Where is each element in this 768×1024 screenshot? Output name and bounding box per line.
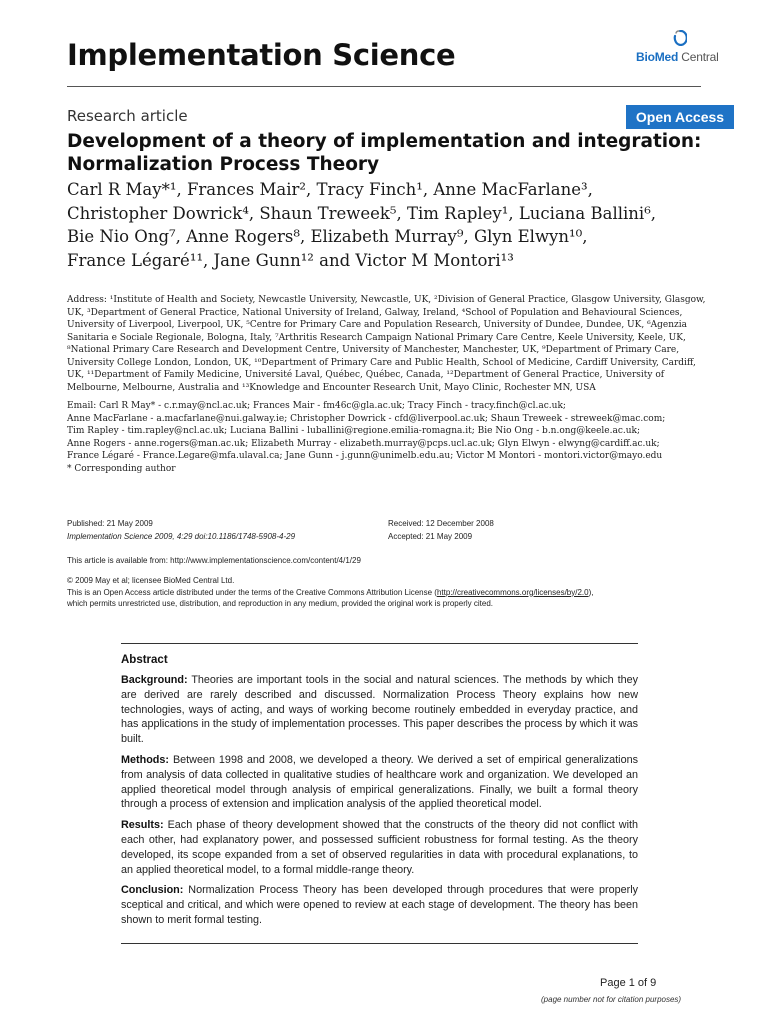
citation: Implementation Science 2009, 4:29 doi:10.1186/1748-5908-4-29 bbox=[67, 532, 296, 541]
biomed-swirl-icon bbox=[673, 30, 687, 46]
author-line: France Légaré¹¹, Jane Gunn¹² and Victor M Montori¹³ bbox=[67, 250, 514, 270]
abstract-results: Results: Each phase of theory development showed that the constructs of the theory did not conflict with each other, had explanatory power, and possessed sufficient robustness for formal testing. As the theory developed, its scope expanded from a set of observed regularities in data with procedural explanations, to an applied theoretical model, to a formal middle-range theory. bbox=[121, 819, 638, 876]
email-line: France Légaré - France.Legare@mfa.ulaval.ca; Jane Gunn - j.gunn@unimelb.edu.au; Victor M Montori - montori.victor@mayo.edu bbox=[67, 451, 663, 461]
open-access-badge: Open Access bbox=[626, 105, 734, 129]
article-type: Research article bbox=[67, 107, 188, 125]
author-line: Bie Nio Ong⁷, Anne Rogers⁸, Elizabeth Murray⁹, Glyn Elwyn¹⁰, bbox=[67, 227, 588, 246]
abstract-methods: Methods: Between 1998 and 2008, we developed a theory. We derived a set of empirical generalizations from analysis of data collected in qualitative studies of healthcare work and organization. We developed an applied theoretical model through analysis of empirical generalizations. Finally, we built a formal theory through a process of extension and implication analysis of the applied theoretical model. bbox=[121, 753, 638, 811]
license-line: This is an Open Access article distributed under the terms of the Creative Commons Attribution License (http://creativecommons.org/licenses/by/2.0), bbox=[67, 587, 594, 597]
page-number-note: (page number not for citation purposes) bbox=[541, 995, 682, 1004]
logo-text: BioMed Central bbox=[636, 50, 719, 64]
abstract-box bbox=[121, 643, 638, 944]
license-line-2: which permits unrestricted use, distribution, and reproduction in any medium, provided the original work is properly cited. bbox=[67, 599, 493, 608]
abstract-body bbox=[121, 673, 638, 934]
email-line: Anne Rogers - anne.rogers@man.ac.uk; Elizabeth Murray - elizabeth.murray@pcps.ucl.ac.uk; Glyn Elwyn - elwyng@cardiff.ac.uk; bbox=[67, 438, 660, 449]
received-date: Received: 12 December 2008 bbox=[388, 519, 494, 528]
copyright-block bbox=[67, 575, 707, 610]
abstract-conclusion: Conclusion: Normalization Process Theory has been developed through procedures that were properly sceptical and critical, and which were opened to review at each stage of development. The theory has been shown to merit formal testing. bbox=[121, 884, 638, 926]
header-divider bbox=[67, 86, 701, 87]
affiliations: Address: ¹Institute of Health and Society, Newcastle University, Newcastle, UK, ²Division of General Practice, Glasgow University, Glasgow, UK, ³Department of General Practice, National University of Ireland, Galway, Ireland, ⁴School of Population and Behavioural Sciences, University of Liverpool, Liverpool, UK, ⁵Centre for Primary Care and Population Research, University of Dundee, Dundee, UK, ⁶Agenzia Sanitaria e Sociale Regionale, Bologna, Italy, ⁷Arthritis Research Campaign National Primary Care Centre, Keele University, Keele, UK, ⁸National Primary Care Research and Development Centre, University of Manchester, Manchester, UK, ⁹Department of Primary Care, University College London, London, UK, ¹⁰Department of Primary Care and Public Health, School of Medicine, Cardiff University, Cardiff, UK, ¹¹Department of Family Medicine, Université Laval, Québec, Québec, Canada, ¹²Department of General Practice, University of Melbourne, Melbourne, Australia and ¹³Knowledge and Encounter Research Unit, Mayo Clinic, Rochester MN, USA bbox=[67, 295, 706, 393]
corresponding-author-note: * Corresponding author bbox=[67, 463, 176, 474]
copyright-line: © 2009 May et al; licensee BioMed Central Ltd. bbox=[67, 576, 235, 585]
email-line: Tim Rapley - tim.rapley@ncl.ac.uk; Luciana Ballini - luballini@regione.emilia-romagna.it; Bie Nio Ong - b.n.ong@keele.ac.uk; bbox=[67, 426, 641, 436]
author-line: Christopher Dowrick⁴, Shaun Treweek⁵, Tim Rapley¹, Luciana Ballini⁶, bbox=[67, 203, 657, 223]
author-list bbox=[67, 178, 727, 272]
accepted-date: Accepted: 21 May 2009 bbox=[388, 532, 473, 541]
history-info bbox=[388, 517, 494, 543]
page-number: Page 1 of 9 bbox=[600, 977, 657, 989]
article-url[interactable]: This article is available from: http://www.implementationscience.com/content/4/1/29 bbox=[67, 556, 361, 565]
author-line: Carl R May*¹, Frances Mair², Tracy Finch¹, Anne MacFarlane³, bbox=[67, 180, 593, 199]
abstract-background: Background: Theories are important tools in the social and natural sciences. The methods by which they are derived are rarely described and discussed. Normalization Process Theory explains how new technologies, ways of acting, and ways of working become routinely embedded in everyday practice, and has applications in the study of implementation processes. This paper describes the process by which it was built. bbox=[121, 674, 638, 746]
abstract-heading: Abstract bbox=[121, 654, 168, 666]
author-emails bbox=[67, 400, 707, 475]
email-line: Email: Carl R May* - c.r.may@ncl.ac.uk; Frances Mair - fm46c@gla.ac.uk; Tracy Finch - tracy.finch@cl.ac.uk; bbox=[67, 401, 566, 411]
license-link[interactable]: http://creativecommons.org/licenses/by/2.0 bbox=[436, 587, 589, 597]
publication-info bbox=[67, 517, 295, 543]
article-title-line: Normalization Process Theory bbox=[67, 154, 380, 175]
article-title-line: Development of a theory of implementation and integration: bbox=[67, 131, 702, 152]
article-title bbox=[67, 130, 707, 176]
published-date: Published: 21 May 2009 bbox=[67, 519, 153, 528]
email-line: Anne MacFarlane - a.macfarlane@nui.galway.ie; Christopher Dowrick - cfd@liverpool.ac.uk; Shaun Treweek - streweek@mac.com; bbox=[67, 413, 666, 424]
biomed-central-logo[interactable] bbox=[636, 30, 726, 70]
journal-title: Implementation Science bbox=[67, 38, 456, 72]
